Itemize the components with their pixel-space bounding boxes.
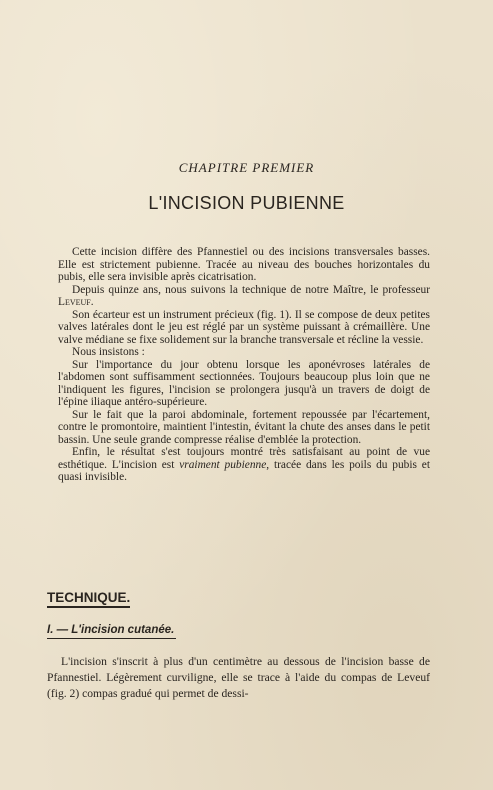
subsection-heading: I. — L'incision cutanée. xyxy=(47,623,176,639)
paragraph-4: Nous insistons : xyxy=(72,346,145,358)
paragraph-3: Son écarteur est un instrument précieux (fig. 1). Il se compose de deux petites valves latérales dont le jeu est réglé par un système puissant à crémaillère. Une valve médiane se fixe solidement sur la branche transversale et récline la vessie. xyxy=(58,308,430,346)
paragraph-7-end: , tracée dans les poils du pubis et quasi invisible. xyxy=(58,458,430,483)
author-name: Leveuf xyxy=(58,296,91,308)
emphasis-text: vraiment pubienne xyxy=(179,458,267,471)
section-text xyxy=(47,654,430,702)
intro-text xyxy=(58,246,430,484)
paragraph-6: Sur le fait que la paroi abdominale, fortement repoussée par l'écartement, contre le promontoire, maintient l'intestin, évitant la chute des anses dans le petit bassin. Une seule grande compresse réalise d'emblée la protection. xyxy=(58,408,430,446)
chapter-title: L'INCISION PUBIENNE xyxy=(148,193,345,213)
paragraph-7 xyxy=(58,446,430,484)
paragraph-5: Sur l'importance du jour obtenu lorsque les aponévroses latérales de l'abdomen sont suffisamment sectionnées. Toujours beaucoup plus loin que ne l'indiquent les figures, l'incision se prolongera jusqu'à un travers de doigt de l'épine iliaque antéro-supérieure. xyxy=(58,358,430,408)
paragraph-2-end: . xyxy=(90,296,94,308)
section-heading: TECHNIQUE. xyxy=(47,590,130,608)
chapter-label: CHAPITRE PREMIER xyxy=(178,160,315,175)
paragraph-2-text: Depuis quinze ans, nous suivons la technique de notre Maître, le professeur xyxy=(72,283,430,296)
paragraph-7-text: Enfin, le résultat s'est toujours montré très satisfaisant au point de vue esthétique. L'incision est xyxy=(58,446,430,471)
paragraph-1: Cette incision diffère des Pfannestiel ou des incisions transversales basses. Elle est strictement pubienne. Tracée au niveau des bouches horizontales du pubis, elle sera invisible après cicatrisation. xyxy=(58,246,430,283)
paragraph-2 xyxy=(58,284,430,309)
section-paragraph: L'incision s'inscrit à plus d'un centimètre au dessous de l'incision basse de Pfannestiel. Légèrement curviligne, elle se trace à l'aide du compas de Leveuf (fig. 2) compas gradué qui permet de dessi- xyxy=(47,655,430,700)
